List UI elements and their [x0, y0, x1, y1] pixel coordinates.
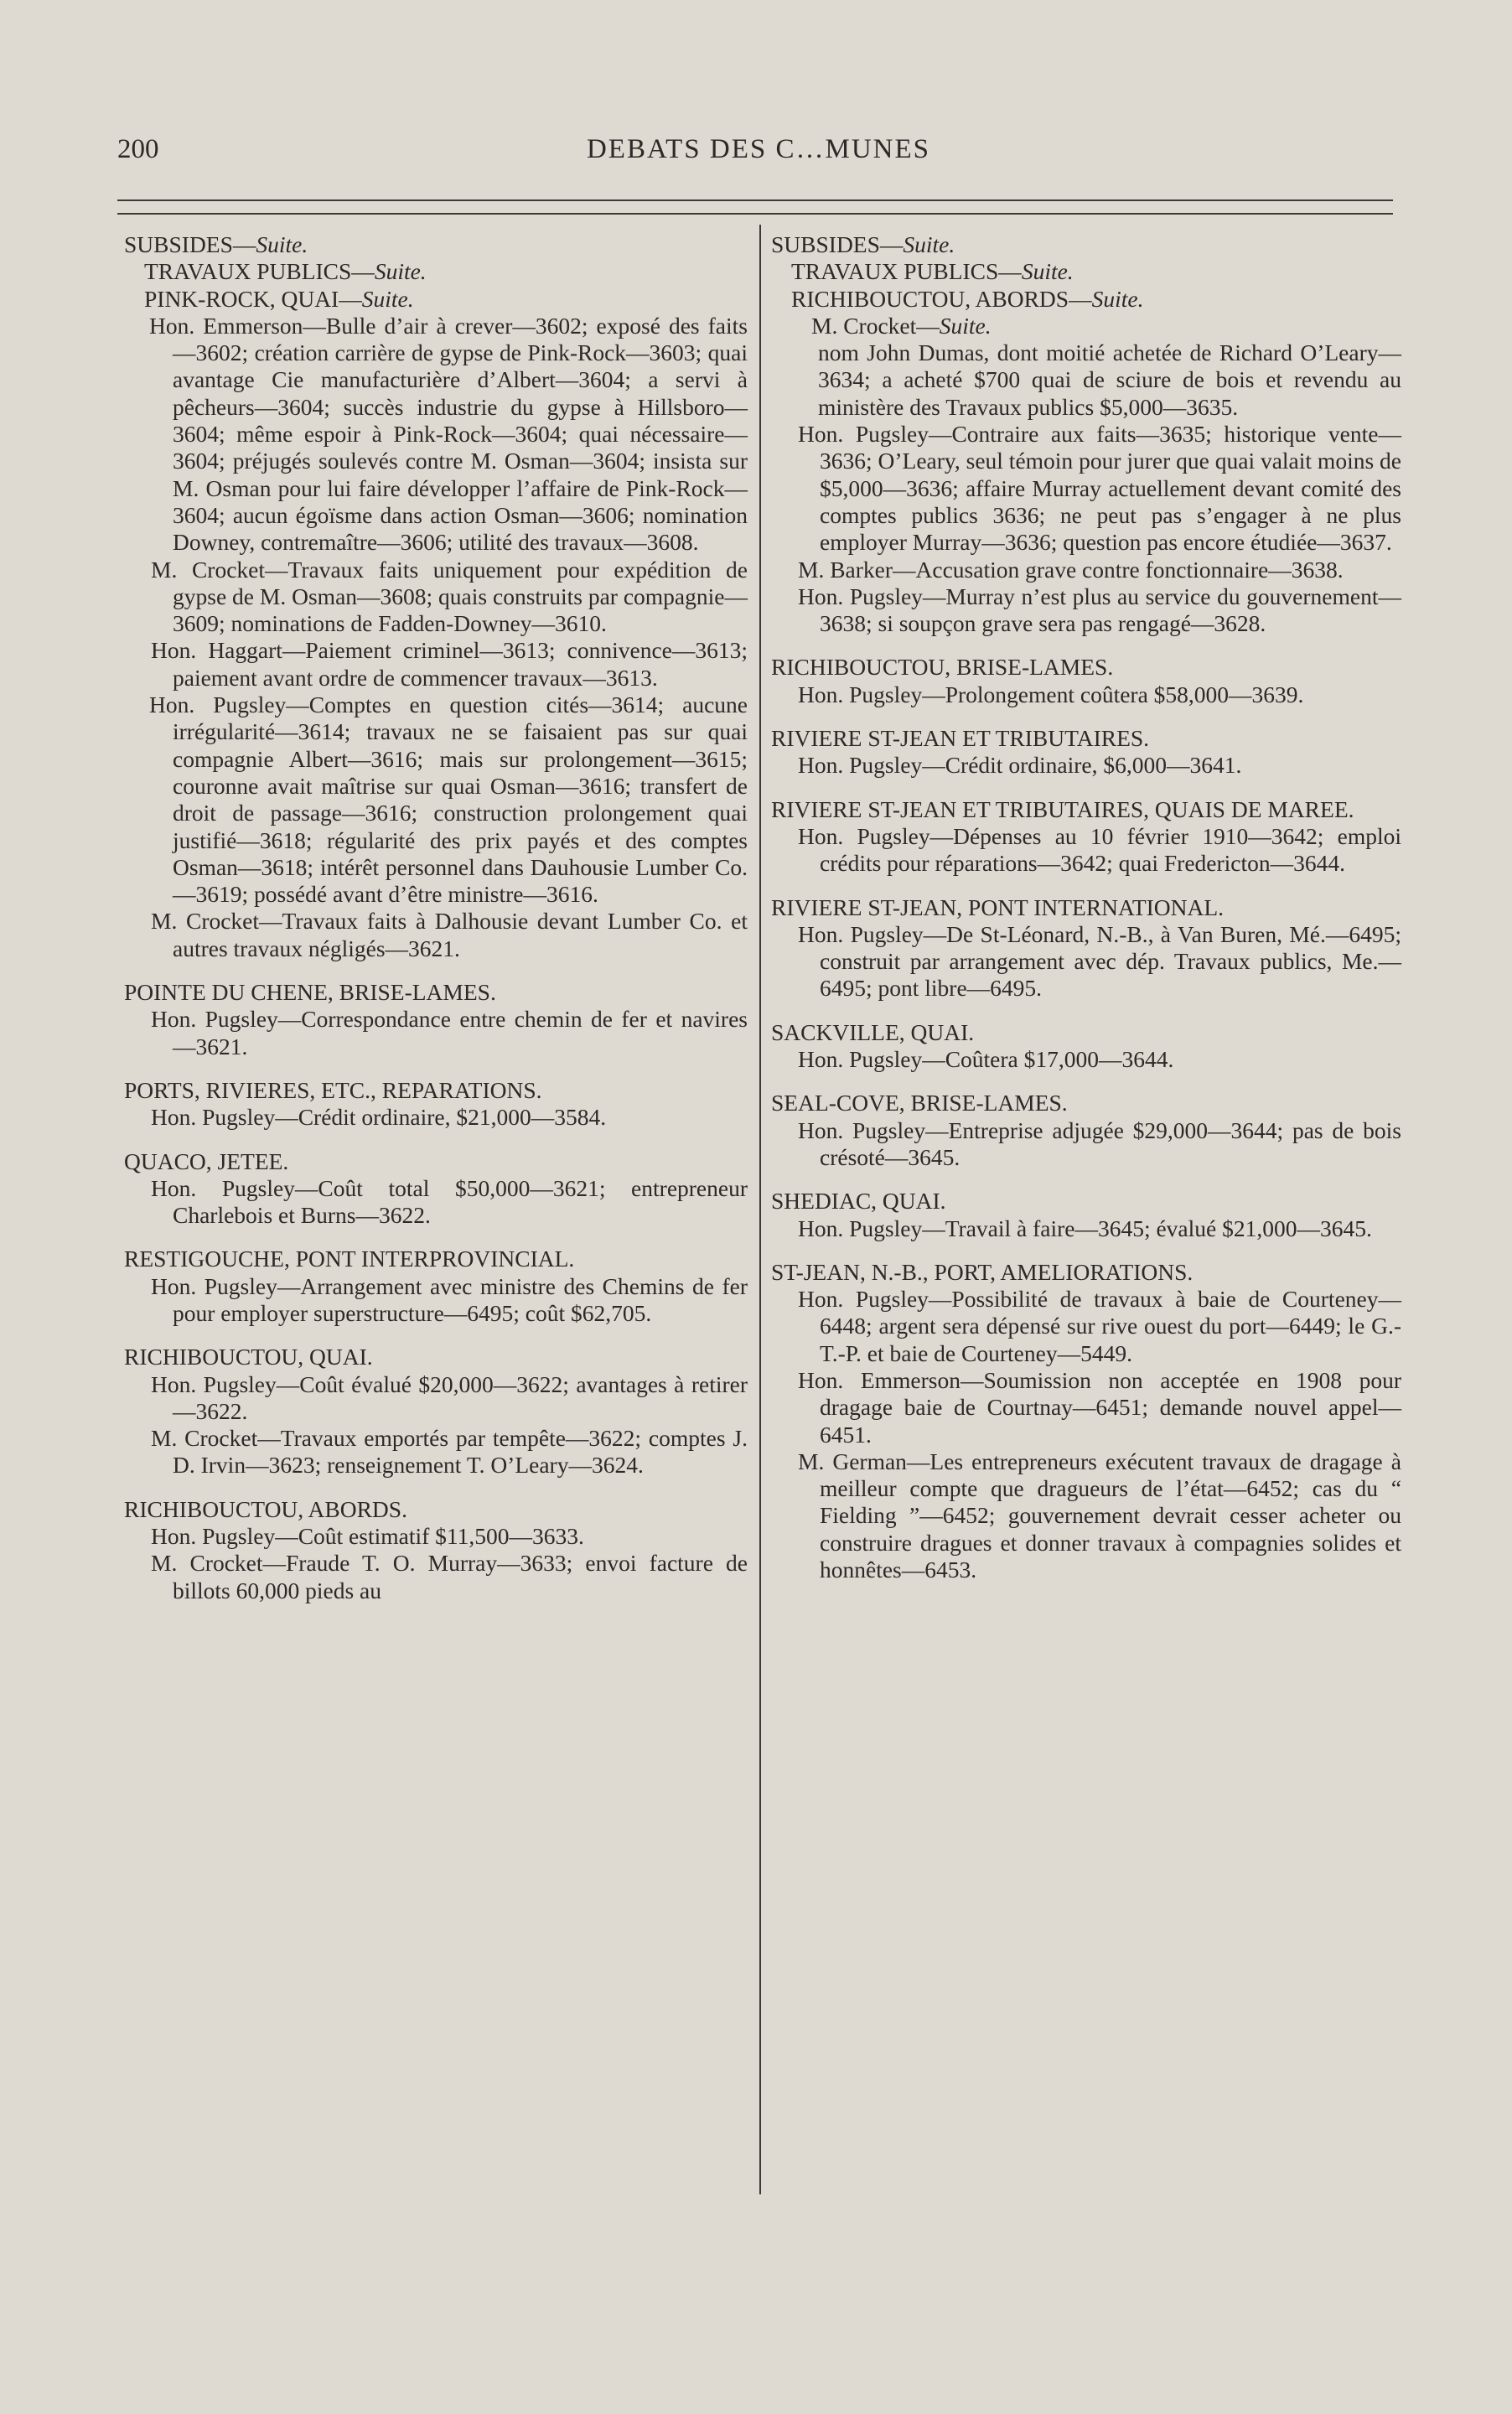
section-title: RIVIERE ST-JEAN ET TRIBUTAIRES. [771, 725, 1150, 752]
heading-crocket: M. Crocket—Suite. [811, 312, 992, 339]
heading-subsides: SUBSIDES—Suite. [124, 231, 308, 257]
entry: Hon. Pugsley—Contraire aux faits—3635; historique vente—3636; O’Leary, seul témoin pour jurer que quai valait moins de $5,000—3636; affaire Murray actuellement devant comité des comptes publics 3636; ne peut pas s’engager à ne plus employer Murray—3636; question pas encore étudiée—3637. [798, 421, 1401, 556]
entry: Hon. Pugsley—Coût total $50,000—3621; entrepreneur Charlebois et Burns—3622. [151, 1174, 748, 1229]
left-column [124, 231, 748, 1604]
heading-subsides: SUBSIDES—Suite. [771, 231, 955, 257]
entry: Hon. Pugsley—Correspondance entre chemin de fer et navires—3621. [151, 1006, 748, 1059]
section-title: SEAL-COVE, BRISE-LAMES. [771, 1090, 1068, 1116]
section-title: RESTIGOUCHE, PONT INTERPROVINCIAL. [124, 1246, 575, 1272]
entry: M. Crocket—Fraude T. O. Murray—3633; envoi facture de billots 60,000 pieds au [151, 1550, 748, 1603]
entry: Hon. Pugsley—Crédit ordinaire, $6,000—3641. [798, 752, 1242, 779]
entry: Hon. Pugsley—Crédit ordinaire, $21,000—3584. [151, 1104, 607, 1131]
heading-richibouctou-abords: RICHIBOUCTOU, ABORDS—Suite. [791, 285, 1144, 312]
section-title: SACKVILLE, QUAI. [771, 1018, 975, 1045]
entry: Hon. Pugsley—Arrangement avec ministre des Chemins de fer pour employer superstructure—6495; coût $62,705. [151, 1272, 748, 1326]
entry: Hon. Emmerson—Bulle d’air à crever—3602; exposé des faits—3602; création carrière de gypse de Pink-Rock—3603; quai avantage Cie manufacturière d’Albert—3604; a servi à pêcheurs—3604; succès industrie du gypse à Hillsboro—3604; même espoir à Pink-Rock—3604; quai nécessaire—3604; préjugés soulevés contre M. Osman—3604; insista sur M. Osman pour lui faire développer l’affaire de Pink-Rock—3604; aucun égoïsme dans action Osman—3606; nomination Downey, contremaître—3606; utilité des travaux—3608. [149, 312, 748, 556]
running-head: DEBATS DES C…MUNES [586, 134, 931, 164]
heading-pink-rock: PINK-ROCK, QUAI—Suite. [144, 285, 414, 312]
section-title: RIVIERE ST-JEAN ET TRIBUTAIRES, QUAIS DE MAREE. [771, 795, 1354, 822]
page-header [117, 134, 1400, 176]
entry: M. Crocket—Travaux emportés par tempête—3622; comptes J. D. Irvin—3623; renseignement T. O’Leary—3624. [151, 1425, 748, 1479]
section-title: ST-JEAN, N.-B., PORT, AMELIORATIONS. [771, 1258, 1194, 1285]
entry: Hon. Pugsley—Coût évalué $20,000—3622; avantages à retirer—3622. [151, 1370, 748, 1424]
entry: Hon. Pugsley—Prolongement coûtera $58,000—3639. [798, 681, 1304, 707]
heading-travaux-publics: TRAVAUX PUBLICS—Suite. [791, 258, 1074, 285]
entry: Hon. Pugsley—De St-Léonard, N.-B., à Van Buren, Mé.—6495; construit par arrangement avec dép. Travaux publics, Me.—6495; pont libre—6495. [798, 920, 1401, 1002]
header-rule-bottom [117, 213, 1393, 215]
page-number: 200 [117, 134, 159, 164]
heading-travaux-publics: TRAVAUX PUBLICS—Suite. [144, 258, 427, 285]
header-rule-top [117, 199, 1393, 201]
entry: M. Barker—Accusation grave contre fonctionnaire—3638. [798, 556, 1344, 583]
section-title: QUACO, JETEE. [124, 1147, 289, 1174]
entry: Hon. Pugsley—Murray n’est plus au service du gouvernement—3638; si soupçon grave sera pas rengagé—3628. [798, 583, 1401, 637]
entry: M. German—Les entrepreneurs exécutent travaux de dragage à meilleur compte que dragueurs de l’état—6452; cas du “ Fielding ”—6452; gouvernement devrait cesser acheter ou construire dragues et donner travaux à compagnies solides et honnêtes—6453. [798, 1448, 1401, 1583]
entry: M. Crocket—Travaux faits uniquement pour expédition de gypse de M. Osman—3608; quais construits par compagnie—3609; nominations de Fadden-Downey—3610. [151, 556, 748, 637]
entry: Hon. Pugsley—Coût estimatif $11,500—3633. [151, 1523, 584, 1550]
entry: Hon. Pugsley—Possibilité de travaux à baie de Courteney—6448; argent sera dépensé sur rive ouest du port—6449; le G.-T.-P. et baie de Courteney—5449. [798, 1286, 1401, 1366]
entry: Hon. Pugsley—Travail à faire—3645; évalué $21,000—3645. [798, 1215, 1372, 1241]
section-title: RICHIBOUCTOU, QUAI. [124, 1344, 373, 1370]
entry: Hon. Emmerson—Soumission non acceptée en 1908 pour dragage baie de Courtnay—6451; demande nouvel appel—6451. [798, 1366, 1401, 1448]
section-title: RICHIBOUCTOU, ABORDS. [124, 1495, 407, 1522]
section-title: RICHIBOUCTOU, BRISE-LAMES. [771, 654, 1114, 681]
section-title: RIVIERE ST-JEAN, PONT INTERNATIONAL. [771, 894, 1225, 920]
right-column [771, 231, 1401, 1583]
entry: M. Crocket—Travaux faits à Dalhousie devant Lumber Co. et autres travaux négligés—3621. [151, 908, 748, 961]
entry: Hon. Pugsley—Comptes en question cités—3614; aucune irrégularité—3614; travaux ne se faisaient pas sur quai compagnie Albert—3616; mais sur prolongement—3615; couronne avait maîtrise sur quai Osman—3616; transfert de droit de passage—3616; construction prolongement quai justifié—3618; régularité des prix payés et des comptes Osman—3618; intérêt personnel dans Dauhousie Lumber Co.—3619; possédé avant d’être ministre—3616. [149, 692, 748, 908]
section-title: SHEDIAC, QUAI. [771, 1188, 946, 1215]
entry: Hon. Pugsley—Entreprise adjugée $29,000—3644; pas de bois crésoté—3645. [798, 1116, 1401, 1170]
column-divider [759, 225, 761, 2194]
entry: Hon. Pugsley—Coûtera $17,000—3644. [798, 1046, 1174, 1073]
entry: Hon. Haggart—Paiement criminel—3613; connivence—3613; paiement avant ordre de commencer travaux—3613. [151, 637, 748, 691]
section-title: PORTS, RIVIERES, ETC., REPARATIONS. [124, 1076, 542, 1103]
entry: Hon. Pugsley—Dépenses au 10 février 1910—3642; emploi crédits pour réparations—3642; quai Fredericton—3644. [798, 822, 1401, 877]
section-title: POINTE DU CHENE, BRISE-LAMES. [124, 979, 496, 1006]
entry-continuation: nom John Dumas, dont moitié achetée de Richard O’Leary—3634; a acheté $700 quai de sciure de bois et revendu au ministère des Travaux publics $5,000—3635. [818, 339, 1401, 420]
